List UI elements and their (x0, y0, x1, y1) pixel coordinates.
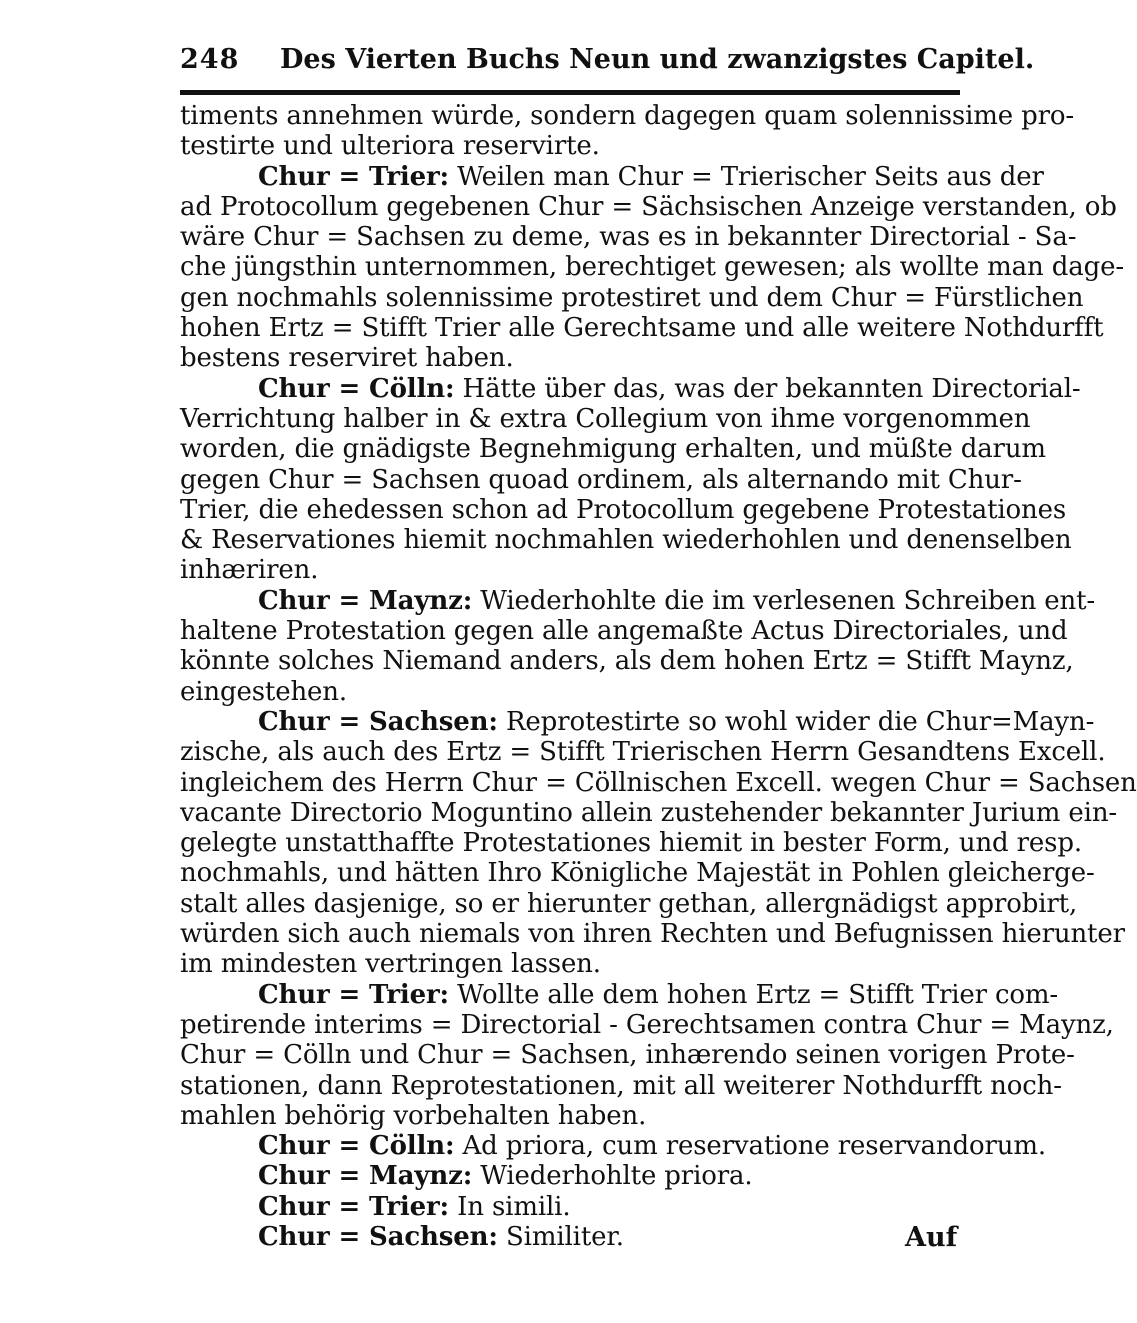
text-line: Trier, die ehedessen schon ad Protocollum gegebene Protestationes (180, 494, 1067, 525)
paragraph-chur-maynz-1 (180, 585, 1096, 707)
text-line (180, 1192, 960, 1222)
paragraph-chur-trier-1 (180, 161, 1124, 374)
text-line (180, 585, 1096, 616)
text-line: stationen, dann Reprotestationen, mit all weiterer Nothdurfft noch- (180, 1070, 1062, 1101)
text-line: stalt alles dasjenige, so er hierunter gethan, allergnädigst approbirt, (180, 888, 1078, 919)
text-line: gelegte unstatthaffte Protestationes hiemit in bester Form, und resp. (180, 828, 1082, 859)
page-header (180, 44, 1035, 84)
statement-text: Hätte über das, was der bekannten Directorial- (454, 373, 1081, 404)
statement-text: In simili. (449, 1191, 571, 1222)
speaker-label: Chur = Sachsen: (258, 1221, 498, 1252)
statement-text: Wollte alle dem hohen Ertz = Stifft Trier com- (449, 979, 1059, 1010)
page-number: 248 (180, 44, 240, 75)
text-line: eingestehen. (180, 676, 347, 707)
paragraph-chur-sachsen-1 (180, 706, 1137, 980)
text-line: ad Protocollum gegebenen Chur = Sächsischen Anzeige verstanden, ob (180, 191, 1117, 222)
statement-text: Weilen man Chur = Trierischer Seits aus der (449, 161, 1044, 192)
text-line: che jüngsthin unternommen, berechtiget gewesen; als wollte man dage- (180, 252, 1124, 283)
statement-text: Similiter. (497, 1221, 624, 1252)
speaker-label: Chur = Trier: (258, 1191, 450, 1222)
statement-text: Wiederhohlte priora. (472, 1161, 753, 1192)
paragraph-chur-coelln-2 (180, 1131, 1046, 1162)
text-line: testirte und ulteriora reservirte. (180, 131, 600, 162)
statement-text: Reprotestirte so wohl wider die Chur=Mayn- (497, 706, 1095, 737)
text-line: gegen Chur = Sachsen quoad ordinem, als alternando mit Chur- (180, 464, 1022, 495)
text-line: gen nochmahls solennissime protestiret und dem Chur = Fürstlichen (180, 282, 1084, 313)
paragraph-chur-trier-2 (180, 979, 1114, 1131)
text-line: zische, als auch des Ertz = Stifft Trierischen Herrn Gesandtens Excell. (180, 737, 1106, 768)
text-line: & Reservationes hiemit nochmahlen wiederhohlen und denenselben (180, 525, 1072, 556)
text-line: haltene Protestation gegen alle angemaßte Actus Directoriales, und (180, 616, 1068, 647)
text-line: worden, die gnädigste Begnehmigung erhalten, und müßte darum (180, 434, 1046, 465)
text-line: ingleichem des Herrn Chur = Cöllnischen Excell. wegen Chur = Sachsen (180, 767, 1137, 798)
text-line (180, 979, 1059, 1010)
speaker-label: Chur = Sachsen: (258, 706, 498, 737)
speaker-label: Chur = Trier: (258, 979, 450, 1010)
text-line: petirende interims = Directorial - Gerechtsamen contra Chur = Maynz, (180, 1009, 1114, 1040)
text-line: timents annehmen würde, sondern dagegen quam solennissime pro- (180, 101, 1075, 131)
text-line: im mindesten vertringen lassen. (180, 949, 601, 980)
text-line: hohen Ertz = Stifft Trier alle Gerechtsame und alle weitere Nothdurfft (180, 313, 1104, 344)
catchword: Auf (905, 1222, 958, 1253)
text-line (180, 161, 1044, 192)
text-line: würden sich auch niemals von ihren Rechten und Befugnissen hierunter (180, 919, 1125, 950)
statement-text: Ad priora, cum reservatione reservandorum. (454, 1131, 1046, 1162)
text-line: mahlen behörig vorbehalten haben. (180, 1100, 647, 1131)
paragraph-chur-maynz-2 (180, 1161, 960, 1191)
paragraph-chur-sachsen-2 (180, 1222, 960, 1252)
text-line: Chur = Cölln und Chur = Sachsen, inhærendo seinen vorigen Prote- (180, 1040, 1075, 1071)
text-line: könnte solches Niemand anders, als dem hohen Ertz = Stifft Maynz, (180, 646, 1074, 677)
text-line: vacante Directorio Moguntino allein zustehender bekannter Jurium ein- (180, 797, 1118, 828)
text-line: inhæriren. (180, 555, 319, 586)
paragraph-chur-trier-3 (180, 1192, 960, 1222)
text-line (180, 373, 1081, 404)
text-line (180, 1222, 960, 1252)
speaker-label: Chur = Cölln: (258, 373, 455, 404)
speaker-label: Chur = Cölln: (258, 1131, 455, 1162)
body-text (180, 101, 1137, 1252)
paragraph-chur-coelln-1 (180, 373, 1081, 586)
text-line (180, 1131, 1046, 1162)
paragraph-continuation (180, 101, 1075, 162)
speaker-label: Chur = Trier: (258, 161, 450, 192)
speaker-label: Chur = Maynz: (258, 585, 473, 616)
text-line: nochmahls, und hätten Ihro Königliche Majestät in Pohlen gleicherge- (180, 858, 1095, 889)
speaker-label: Chur = Maynz: (258, 1161, 473, 1192)
header-rule (180, 90, 960, 95)
running-title: Des Vierten Buchs Neun und zwanzigstes Capitel. (280, 44, 1035, 75)
text-line: wäre Chur = Sachsen zu deme, was es in bekannter Directorial - Sa- (180, 222, 1077, 253)
text-line (180, 706, 1095, 737)
text-line (180, 1161, 960, 1191)
statement-text: Wiederhohlte die im verlesenen Schreiben ent- (472, 585, 1096, 616)
text-line: Verrichtung halber in & extra Collegium von ihme vorgenommen (180, 403, 1031, 434)
text-line: bestens reserviret haben. (180, 343, 514, 374)
